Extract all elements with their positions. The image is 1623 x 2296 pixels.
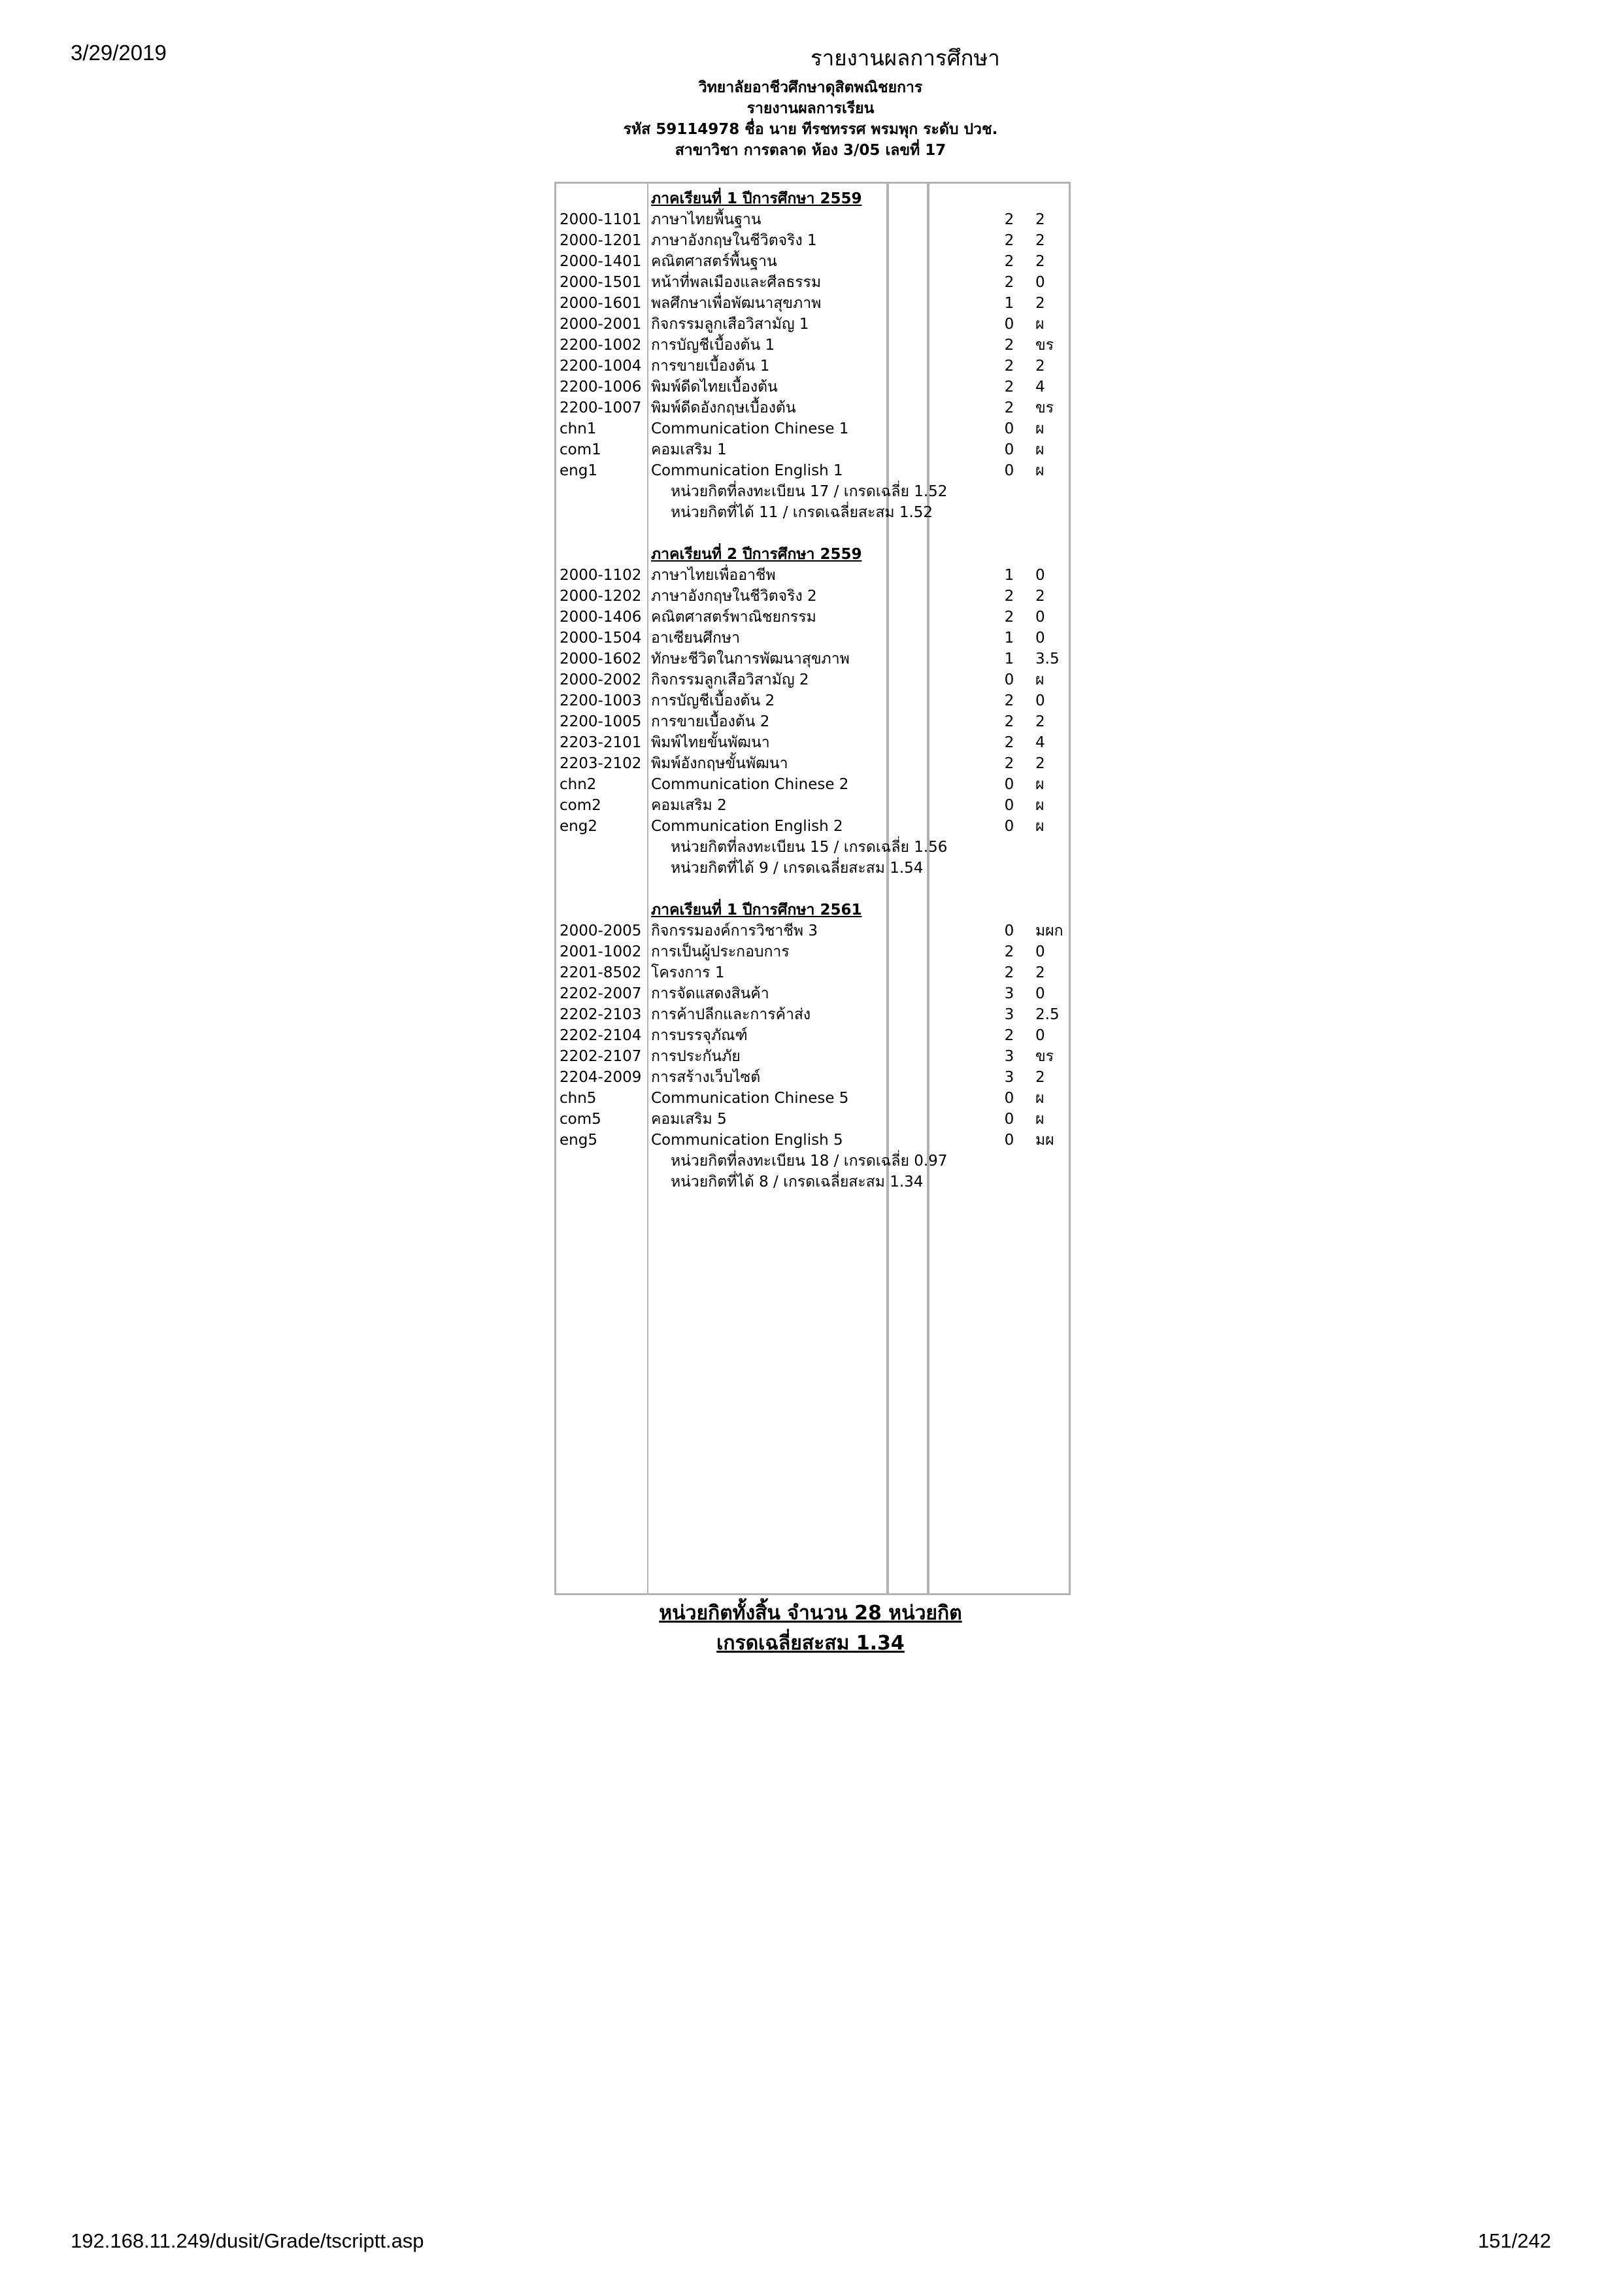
- course-code: 2000-2005: [560, 922, 642, 939]
- course-row: [554, 356, 1071, 377]
- course-row: [554, 565, 1071, 586]
- course-name: พิมพ์ดีดอังกฤษเบื้องต้น: [651, 399, 796, 416]
- course-code: 2001-1002: [560, 943, 642, 960]
- course-grade: ขร: [1035, 1048, 1054, 1065]
- course-code: com5: [560, 1111, 601, 1128]
- course-name: ภาษาอังกฤษในชีวิตจริง 1: [651, 232, 817, 249]
- semester-summary-row: [554, 858, 1071, 879]
- semester-summary: หน่วยกิตที่ได้ 9 / เกรดเฉลี่ยสะสม 1.54: [671, 860, 924, 877]
- course-credit: 3: [1004, 1048, 1014, 1065]
- course-grade: 2.5: [1035, 1006, 1060, 1023]
- course-code: 2000-1406: [560, 609, 642, 626]
- course-row: [554, 1109, 1071, 1130]
- course-code: 2000-1102: [560, 567, 642, 584]
- course-name: คอมเสริม 5: [651, 1111, 727, 1128]
- course-credit: 2: [1004, 964, 1014, 981]
- course-name: กิจกรรมลูกเสือวิสามัญ 1: [651, 316, 809, 333]
- course-grade: ผ: [1035, 797, 1045, 814]
- course-row: [554, 230, 1071, 251]
- report-heading: [484, 77, 1137, 161]
- course-code: com2: [560, 797, 601, 814]
- course-row: [554, 1004, 1071, 1025]
- course-code: 2000-1202: [560, 588, 642, 605]
- course-credit: 2: [1004, 943, 1014, 960]
- program-info: สาขาวิชา การตลาด ห้อง 3/05 เลขที่ 17: [675, 142, 946, 159]
- semester-block: [554, 544, 1071, 879]
- course-grade: ผ: [1035, 776, 1045, 793]
- course-grade: 0: [1035, 692, 1045, 709]
- course-name: คณิตศาสตร์พาณิชยกรรม: [651, 609, 816, 626]
- student-info: รหัส 59114978 ชื่อ นาย ทีรชทรรศ พรมพุก ระดับ ปวช.: [623, 121, 998, 138]
- course-row: [554, 335, 1071, 356]
- course-name: Communication Chinese 5: [651, 1090, 849, 1107]
- course-code: 2202-2107: [560, 1048, 642, 1065]
- course-code: 2000-2001: [560, 316, 642, 333]
- course-credit: 2: [1004, 232, 1014, 249]
- course-row: [554, 418, 1071, 439]
- course-code: 2202-2103: [560, 1006, 642, 1023]
- course-grade: ผ: [1035, 818, 1045, 835]
- semester-summary-row: [554, 1172, 1071, 1192]
- course-code: 2200-1007: [560, 399, 642, 416]
- course-name: การค้าปลีกและการค้าส่ง: [651, 1006, 811, 1023]
- course-grade: ขร: [1035, 399, 1054, 416]
- course-grade: ขร: [1035, 337, 1054, 354]
- school-name: วิทยาลัยอาชีวศึกษาดุสิตพณิชยการ: [698, 79, 923, 96]
- course-grade: 3.5: [1035, 650, 1060, 667]
- course-grade: ผ: [1035, 1090, 1045, 1107]
- course-credit: 0: [1004, 922, 1014, 939]
- course-grade: ผ: [1035, 671, 1045, 688]
- course-code: 2201-8502: [560, 964, 642, 981]
- course-row: [554, 460, 1071, 481]
- course-name: พิมพ์อังกฤษขั้นพัฒนา: [651, 755, 788, 772]
- semester-summary: หน่วยกิตที่ได้ 11 / เกรดเฉลี่ยสะสม 1.52: [671, 504, 933, 521]
- course-code: 2203-2101: [560, 734, 642, 751]
- semester-title: ภาคเรียนที่ 2 ปีการศึกษา 2559: [651, 546, 862, 563]
- course-name: การบัญชีเบื้องต้น 1: [651, 337, 775, 354]
- course-row: [554, 690, 1071, 711]
- course-credit: 2: [1004, 692, 1014, 709]
- semester-summary-row: [554, 502, 1071, 523]
- course-code: chn5: [560, 1090, 597, 1107]
- course-name: พิมพ์ดีดไทยเบื้องต้น: [651, 379, 778, 396]
- semester-summary-row: [554, 481, 1071, 502]
- course-name: ภาษาไทยเพื่ออาชีพ: [651, 567, 776, 584]
- course-credit: 0: [1004, 420, 1014, 437]
- course-credit: 3: [1004, 1006, 1014, 1023]
- course-grade: 2: [1035, 588, 1045, 605]
- course-grade: ผ: [1035, 420, 1045, 437]
- course-name: กิจกรรมองค์การวิชาชีพ 3: [651, 922, 818, 939]
- course-grade: 4: [1035, 379, 1045, 396]
- course-grade: 2: [1035, 713, 1045, 730]
- course-row: [554, 795, 1071, 816]
- course-row: [554, 377, 1071, 397]
- course-grade: 0: [1035, 567, 1045, 584]
- semester-title-row: [554, 188, 1071, 209]
- course-code: 2202-2007: [560, 985, 642, 1002]
- course-grade: 2: [1035, 211, 1045, 228]
- semester-summary: หน่วยกิตที่ลงทะเบียน 18 / เกรดเฉลี่ย 0.97: [671, 1153, 948, 1170]
- course-row: [554, 983, 1071, 1004]
- course-name: การบัญชีเบื้องต้น 2: [651, 692, 775, 709]
- transcript-rows: [554, 188, 1071, 1192]
- course-credit: 0: [1004, 441, 1014, 458]
- course-credit: 2: [1004, 588, 1014, 605]
- course-code: 2200-1003: [560, 692, 642, 709]
- course-grade: 0: [1035, 943, 1045, 960]
- course-credit: 2: [1004, 253, 1014, 270]
- semester-title-row: [554, 544, 1071, 565]
- course-code: chn1: [560, 420, 597, 437]
- course-row: [554, 920, 1071, 941]
- course-row: [554, 816, 1071, 837]
- course-credit: 1: [1004, 567, 1014, 584]
- course-code: 2203-2102: [560, 755, 642, 772]
- course-credit: 2: [1004, 1027, 1014, 1044]
- course-credit: 0: [1004, 818, 1014, 835]
- semester-summary-row: [554, 837, 1071, 858]
- course-credit: 0: [1004, 1132, 1014, 1149]
- course-row: [554, 941, 1071, 962]
- semester-title: ภาคเรียนที่ 1 ปีการศึกษา 2559: [651, 190, 862, 207]
- print-page-number: 151/242: [1477, 2229, 1551, 2252]
- course-grade: 0: [1035, 609, 1045, 626]
- course-grade: 2: [1035, 755, 1045, 772]
- course-grade: ผ: [1035, 316, 1045, 333]
- print-date: 3/29/2019: [71, 41, 167, 65]
- course-name: Communication English 1: [651, 462, 843, 479]
- course-code: 2000-1602: [560, 650, 642, 667]
- course-grade: 2: [1035, 964, 1045, 981]
- course-grade: 2: [1035, 253, 1045, 270]
- course-code: 2000-2002: [560, 671, 642, 688]
- course-code: 2202-2104: [560, 1027, 642, 1044]
- course-name: Communication Chinese 2: [651, 776, 849, 793]
- course-credit: 0: [1004, 316, 1014, 333]
- course-credit: 3: [1004, 1069, 1014, 1086]
- course-credit: 2: [1004, 609, 1014, 626]
- course-grade: ผ: [1035, 441, 1045, 458]
- course-credit: 0: [1004, 797, 1014, 814]
- course-credit: 2: [1004, 358, 1014, 375]
- course-credit: 3: [1004, 985, 1014, 1002]
- course-credit: 0: [1004, 1111, 1014, 1128]
- course-name: การเป็นผู้ประกอบการ: [651, 943, 790, 960]
- semester-spacer: [554, 523, 1071, 544]
- course-row: [554, 251, 1071, 272]
- course-grade: 2: [1035, 232, 1045, 249]
- course-grade: 4: [1035, 734, 1045, 751]
- course-row: [554, 439, 1071, 460]
- transcript-table: [554, 182, 1071, 1595]
- course-name: หน้าที่พลเมืองและศีลธรรม: [651, 274, 822, 291]
- print-url: 192.168.11.249/dusit/Grade/tscriptt.asp: [71, 2229, 424, 2252]
- course-code: 2204-2009: [560, 1069, 642, 1086]
- course-row: [554, 209, 1071, 230]
- course-row: [554, 314, 1071, 335]
- course-credit: 0: [1004, 776, 1014, 793]
- course-grade: ผ: [1035, 1111, 1045, 1128]
- course-name: พิมพ์ไทยขั้นพัฒนา: [651, 734, 770, 751]
- course-code: 2200-1002: [560, 337, 642, 354]
- course-row: [554, 293, 1071, 314]
- course-credit: 0: [1004, 1090, 1014, 1107]
- course-row: [554, 649, 1071, 669]
- course-name: การบรรจุภัณฑ์: [651, 1027, 748, 1044]
- course-name: อาเซียนศึกษา: [651, 630, 741, 647]
- course-code: eng1: [560, 462, 597, 479]
- course-credit: 2: [1004, 211, 1014, 228]
- print-title: รายงานผลการศึกษา: [811, 45, 1000, 71]
- course-credit: 2: [1004, 755, 1014, 772]
- course-code: 2000-1101: [560, 211, 642, 228]
- course-credit: 2: [1004, 379, 1014, 396]
- course-code: chn2: [560, 776, 597, 793]
- course-name: โครงการ 1: [651, 964, 725, 981]
- course-credit: 2: [1004, 734, 1014, 751]
- semester-block: [554, 188, 1071, 523]
- course-code: 2000-1201: [560, 232, 642, 249]
- course-name: กิจกรรมลูกเสือวิสามัญ 2: [651, 671, 809, 688]
- course-grade: 2: [1035, 295, 1045, 312]
- semester-spacer: [554, 879, 1071, 900]
- course-grade: 2: [1035, 358, 1045, 375]
- course-row: [554, 607, 1071, 628]
- course-grade: มผก: [1035, 922, 1063, 939]
- course-row: [554, 753, 1071, 774]
- course-name: Communication English 2: [651, 818, 843, 835]
- total-gpa: เกรดเฉลี่ยสะสม 1.34: [716, 1632, 905, 1655]
- course-row: [554, 1088, 1071, 1109]
- course-credit: 0: [1004, 462, 1014, 479]
- course-row: [554, 272, 1071, 293]
- course-row: [554, 1067, 1071, 1088]
- course-grade: ผ: [1035, 462, 1045, 479]
- course-code: 2200-1006: [560, 379, 642, 396]
- course-row: [554, 962, 1071, 983]
- course-row: [554, 397, 1071, 418]
- course-code: eng2: [560, 818, 597, 835]
- report-title: รายงานผลการเรียน: [746, 100, 875, 117]
- course-row: [554, 1025, 1071, 1046]
- course-grade: 0: [1035, 985, 1045, 1002]
- course-code: 2200-1004: [560, 358, 642, 375]
- course-name: คอมเสริม 2: [651, 797, 727, 814]
- course-code: com1: [560, 441, 601, 458]
- course-credit: 2: [1004, 399, 1014, 416]
- semester-summary: หน่วยกิตที่ลงทะเบียน 15 / เกรดเฉลี่ย 1.56: [671, 839, 948, 856]
- course-name: การขายเบื้องต้น 1: [651, 358, 770, 375]
- course-grade: 0: [1035, 274, 1045, 291]
- semester-summary: หน่วยกิตที่ได้ 8 / เกรดเฉลี่ยสะสม 1.34: [671, 1173, 924, 1190]
- course-code: 2000-1401: [560, 253, 642, 270]
- semester-title-row: [554, 900, 1071, 920]
- course-grade: 0: [1035, 630, 1045, 647]
- semester-title: ภาคเรียนที่ 1 ปีการศึกษา 2561: [651, 902, 862, 919]
- semester-summary-row: [554, 1151, 1071, 1172]
- course-credit: 1: [1004, 630, 1014, 647]
- course-name: Communication English 5: [651, 1132, 843, 1149]
- course-grade: 2: [1035, 1069, 1045, 1086]
- course-row: [554, 1046, 1071, 1067]
- course-credit: 2: [1004, 713, 1014, 730]
- course-row: [554, 669, 1071, 690]
- course-code: 2200-1005: [560, 713, 642, 730]
- course-name: คอมเสริม 1: [651, 441, 727, 458]
- course-credit: 2: [1004, 274, 1014, 291]
- course-name: ทักษะชีวิตในการพัฒนาสุขภาพ: [651, 650, 850, 667]
- course-code: 2000-1601: [560, 295, 642, 312]
- semester-summary: หน่วยกิตที่ลงทะเบียน 17 / เกรดเฉลี่ย 1.52: [671, 483, 948, 500]
- course-credit: 1: [1004, 650, 1014, 667]
- course-name: การประกันภัย: [651, 1048, 741, 1065]
- course-name: การจัดแสดงสินค้า: [651, 985, 769, 1002]
- course-row: [554, 586, 1071, 607]
- course-name: ภาษาอังกฤษในชีวิตจริง 2: [651, 588, 817, 605]
- course-row: [554, 732, 1071, 753]
- course-name: คณิตศาสตร์พื้นฐาน: [651, 253, 777, 270]
- course-code: 2000-1504: [560, 630, 642, 647]
- course-credit: 0: [1004, 671, 1014, 688]
- course-name: การสร้างเว็บไซต์: [651, 1069, 761, 1086]
- totals-block: [484, 1598, 1137, 1659]
- course-grade: 0: [1035, 1027, 1045, 1044]
- course-code: eng5: [560, 1132, 597, 1149]
- course-name: พลศึกษาเพื่อพัฒนาสุขภาพ: [651, 295, 822, 312]
- course-name: Communication Chinese 1: [651, 420, 849, 437]
- course-grade: มผ: [1035, 1132, 1054, 1149]
- course-row: [554, 628, 1071, 649]
- course-code: 2000-1501: [560, 274, 642, 291]
- course-credit: 2: [1004, 337, 1014, 354]
- semester-block: [554, 900, 1071, 1192]
- course-name: ภาษาไทยพื้นฐาน: [651, 211, 761, 228]
- course-name: การขายเบื้องต้น 2: [651, 713, 770, 730]
- course-row: [554, 774, 1071, 795]
- course-credit: 1: [1004, 295, 1014, 312]
- total-credits: หน่วยกิตทั้งสิ้น จำนวน 28 หน่วยกิต: [659, 1602, 962, 1625]
- course-row: [554, 711, 1071, 732]
- course-row: [554, 1130, 1071, 1151]
